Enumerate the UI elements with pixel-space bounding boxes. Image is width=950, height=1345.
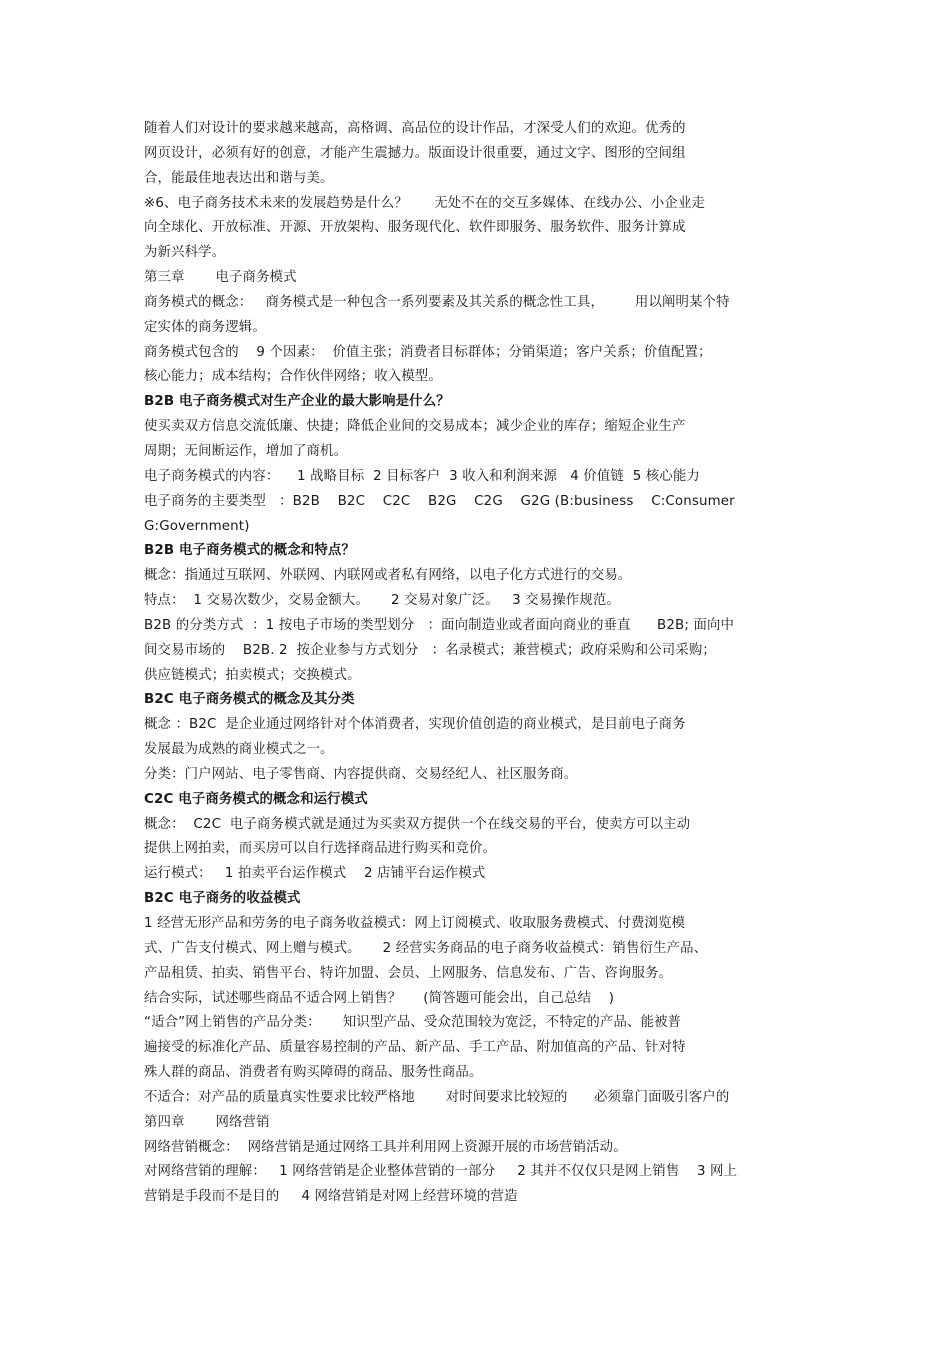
text-line: 对网络营销的理解： 1 网络营销是企业整体营销的一部分 2 其并不仅仅只是网上销售 3 网上 — [144, 1164, 738, 1180]
text-line: 核心能力；成本结构；合作伙伴网络；收入模型。 — [144, 369, 442, 385]
text-line: ※6、电子商务技术未来的发展趋势是什么？ 无处不在的交互多媒体、在线办公、小企业走 — [144, 195, 706, 211]
text-line: 1 经营无形产品和劳务的电子商务收益模式：网上订阅模式、收取服务费模式、付费浏览模 — [144, 916, 686, 931]
section-heading-line: C2C 电子商务模式的概念和运行模式 — [144, 791, 368, 807]
text-line: 不适合：对产品的质量真实性要求比较严格地 对时间要求比较短的 必须靠门面吸引客户的 — [144, 1089, 730, 1105]
text-line: 周期；无间断运作，增加了商机。 — [144, 443, 348, 459]
text-line: 结合实际，试述哪些商品不适合网上销售？ (简答题可能会出，自己总结 ) — [144, 990, 615, 1006]
text-line: 概念 ：B2C 是企业通过网络针对个体消费者，实现价值创造的商业模式，是目前电子商务 — [144, 717, 686, 733]
text-line: 概念：指通过互联网、外联网、内联网或者私有网络，以电子化方式进行的交易。 — [144, 568, 632, 584]
text-line: 式、广告支付模式、网上赠与模式。 2 经营实务商品的电子商务收益模式：销售衍生产品、 — [144, 940, 708, 956]
text-line: 为新兴科学。 — [144, 245, 226, 261]
text-line: 间交易市场的 B2B. 2 按企业参与方式划分 ：名录模式；兼营模式；政府采购和公司采购； — [144, 642, 716, 658]
text-line: 产品租赁、拍卖、销售平台、特许加盟、会员、上网服务、信息发布、广告、咨询服务。 — [144, 965, 673, 981]
text-line: 营销是手段而不是目的 4 网络营销是对网上经营环境的营造 — [144, 1189, 518, 1205]
section-heading-line: B2C 电子商务模式的概念及其分类 — [144, 692, 355, 708]
text-line: 运行模式： 1 拍卖平台运作模式 2 店铺平台运作模式 — [144, 866, 486, 882]
text-line: 商务模式的概念： 商务模式是一种包含一系列要素及其关系的概念性工具， 用以阐明某个特 — [144, 294, 730, 310]
text-line: 定实体的商务逻辑。 — [144, 319, 266, 335]
text-line: 供应链模式；拍卖模式；交换模式。 — [144, 667, 361, 683]
text-line: 电子商务模式的内容： 1 战略目标 2 目标客户 3 收入和利润来源 4 价值链 5 核心能力 — [144, 468, 700, 484]
text-line: B2B 的分类方式 ：1 按电子市场的类型划分 ：面向制造业或者面向商业的垂直 B2B; 面向中 — [144, 617, 735, 633]
text-line: 特点： 1 交易次数少，交易金额大。 2 交易对象广泛。 3 交易操作规范。 — [144, 593, 620, 609]
text-line: 电子商务的主要类型 ：B2B B2C C2C B2G C2G G2G (B:business C:Consumer — [144, 493, 735, 509]
text-line: G:Government) — [144, 518, 250, 534]
text-line: 随着人们对设计的要求越来越高，高格调、高品位的设计作品，才深受人们的欢迎。优秀的 — [144, 121, 686, 136]
text-line: 殊人群的商品、消费者有购买障碍的商品、服务性商品。 — [144, 1065, 483, 1081]
document-body — [144, 117, 809, 1210]
text-line: 提供上网拍卖，而买房可以自行选择商品进行购买和竞价。 — [144, 841, 497, 857]
text-line: 合，能最佳地表达出和谐与美。 — [144, 170, 334, 186]
text-line: 第四章 网络营销 — [144, 1114, 270, 1130]
section-heading-line: B2B 电子商务模式的概念和特点？ — [144, 543, 356, 559]
text-line: 网络营销概念： 网络营销是通过网络工具并利用网上资源开展的市场营销活动。 — [144, 1139, 627, 1155]
text-line: 发展最为成熟的商业模式之一。 — [144, 742, 334, 758]
text-line: “适合”网上销售的产品分类： 知识型产品、受众范围较为宽泛，不特定的产品、能被普 — [144, 1015, 682, 1031]
text-line: 网页设计，必须有好的创意，才能产生震撼力。版面设计很重要，通过文字、图形的空间组 — [144, 145, 686, 161]
section-heading-line: B2B 电子商务模式对生产企业的最大影响是什么？ — [144, 394, 450, 410]
text-line: 遍接受的标准化产品、质量容易控制的产品、新产品、手工产品、附加值高的产品、针对特 — [144, 1040, 686, 1056]
text-line: 使买卖双方信息交流低廉、快捷；降低企业间的交易成本；减少企业的库存；缩短企业生产 — [144, 419, 686, 435]
section-heading-line: B2C 电子商务的收益模式 — [144, 891, 301, 907]
text-line: 概念： C2C 电子商务模式就是通过为买卖双方提供一个在线交易的平台，使卖方可以主动 — [144, 816, 691, 832]
text-line: 向全球化、开放标准、开源、开放架构、服务现代化、软件即服务、服务软件、服务计算成 — [144, 220, 686, 236]
text-line: 分类：门户网站、电子零售商、内容提供商、交易经纪人、社区服务商。 — [144, 766, 578, 782]
text-line: 商务模式包含的 9 个因素： 价值主张；消费者目标群体；分销渠道；客户关系；价值配置； — [144, 344, 712, 360]
text-line: 第三章 电子商务模式 — [144, 270, 297, 286]
